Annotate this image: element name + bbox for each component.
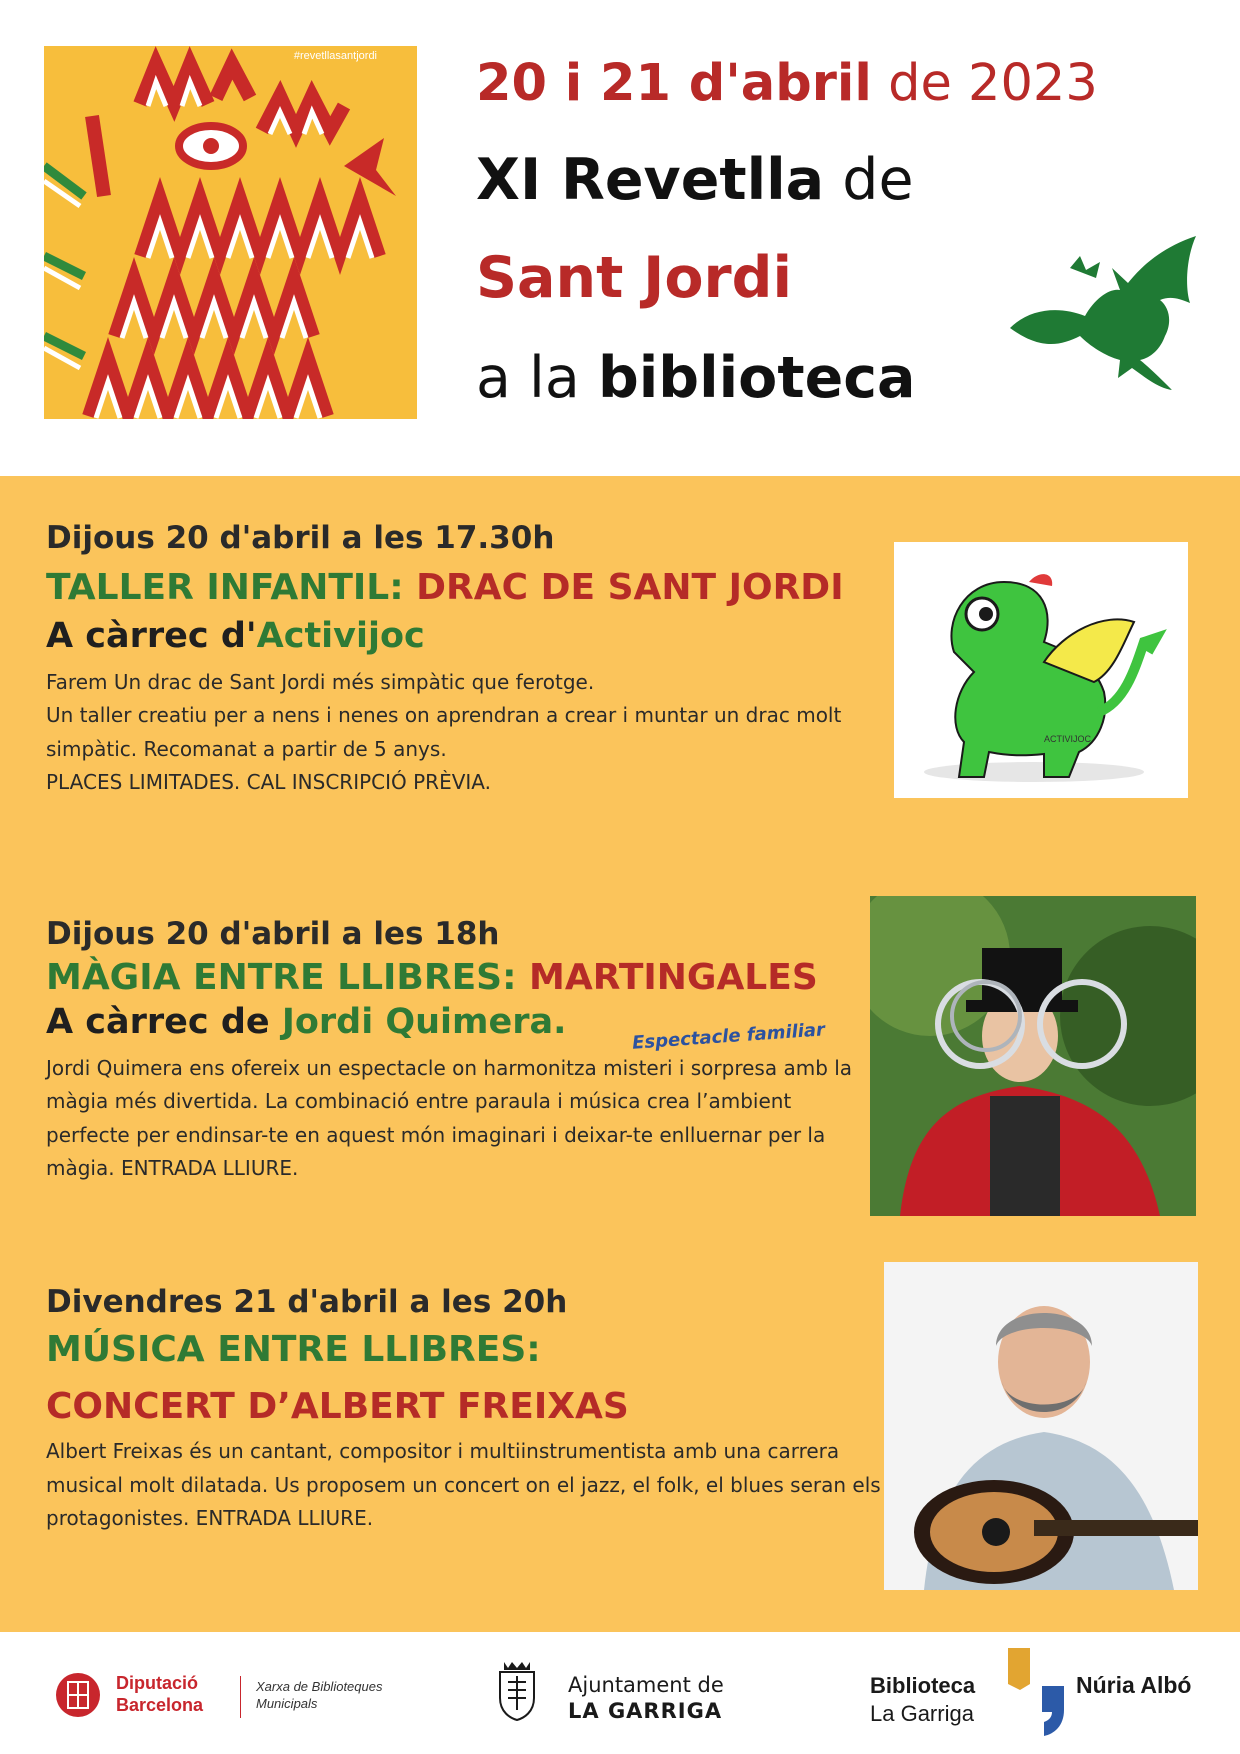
guitarist-icon xyxy=(884,1262,1198,1590)
diputacio-shield-icon xyxy=(56,1670,100,1720)
dragon-toy-photo xyxy=(894,542,1188,798)
ajuntament-logo-text xyxy=(568,1672,724,1724)
biblioteca-line1: Biblioteca xyxy=(870,1673,976,1698)
footer-divider xyxy=(240,1676,241,1718)
diputacio-logo-text xyxy=(116,1672,203,1716)
xarxa-line2: Municipals xyxy=(256,1696,318,1711)
event-host-name: Activijoc xyxy=(256,616,425,657)
event-date: Dijous 20 d'abril a les 18h xyxy=(46,916,500,952)
event-dates-heading xyxy=(476,54,1098,113)
location-light: a la xyxy=(476,345,598,411)
biblioteca-line2: La Garriga xyxy=(870,1701,974,1726)
family-show-tag: Espectacle familiar xyxy=(631,1019,826,1054)
event-description xyxy=(46,1435,886,1536)
saint-heading: Sant Jordi xyxy=(476,245,793,311)
event-host xyxy=(46,614,866,660)
event-host-prefix: A càrrec de xyxy=(46,1002,282,1043)
dragon-pattern-illustration xyxy=(44,46,417,419)
biblioteca-name: Núria Albó xyxy=(1076,1672,1192,1698)
event-date: Dijous 20 d'abril a les 17.30h xyxy=(46,520,555,556)
footer-logos xyxy=(0,1632,1240,1754)
hero-illustration xyxy=(44,46,417,419)
date-year: de 2023 xyxy=(871,54,1098,113)
event-title-name: MARTINGALES xyxy=(529,957,818,999)
edition-bold: XI Revetlla xyxy=(476,147,825,213)
location-bold: biblioteca xyxy=(597,345,916,411)
event-title-category: MÀGIA ENTRE LLIBRES: xyxy=(46,957,530,999)
event-title-name: CONCERT D’ALBERT FREIXAS xyxy=(46,1386,629,1428)
diputacio-line1: Diputació xyxy=(116,1673,199,1693)
event-description xyxy=(46,666,866,800)
ajuntament-line2: LA GARRIGA xyxy=(568,1699,723,1723)
event-host-name: Jordi Quimera. xyxy=(281,1002,567,1043)
events-panel xyxy=(0,476,1240,1632)
hashtag-label: #revetllasantjordi xyxy=(293,50,377,62)
event-title xyxy=(46,565,866,610)
event-title-name: DRAC DE SANT JORDI xyxy=(416,567,844,609)
event-description xyxy=(46,1052,866,1186)
xarxa-line1: Xarxa de Biblioteques xyxy=(256,1679,383,1694)
date-bold: 20 i 21 d'abril xyxy=(476,54,872,113)
green-dragon-silhouette-icon xyxy=(1000,228,1200,398)
edition-heading xyxy=(476,147,914,213)
magician-photo xyxy=(870,896,1196,1216)
event-description-line: Un taller creatiu per a nens i nenes on aprendran a crear i muntar un drac molt simpàtic. Recomanat a partir de 5 anys. xyxy=(46,703,842,761)
green-toy-dragon-icon xyxy=(894,542,1188,798)
guitarist-photo xyxy=(884,1262,1198,1590)
location-heading xyxy=(476,345,916,411)
xarxa-logo-text xyxy=(256,1678,382,1712)
biblioteca-bracket-logo-icon xyxy=(1002,1640,1072,1740)
event-description-line: Farem Un drac de Sant Jordi més simpàtic que ferotge. xyxy=(46,669,595,694)
event-date: Divendres 21 d'abril a les 20h xyxy=(46,1284,568,1320)
magician-with-rings-icon xyxy=(870,896,1196,1216)
event-description-line: Jordi Quimera ens ofereix un espectacle on harmonitza misteri i sorpresa amb la màgia més divertida. La combinació entre paraula i música crea l’ambient perfecte per endinsar-te en aquest món imaginari i deixar-te enlluernar per la màgia. ENTRADA LLIURE. xyxy=(46,1055,853,1181)
event-3 xyxy=(46,1284,886,1536)
edition-light: de xyxy=(824,147,914,213)
event-title-category: MÚSICA ENTRE LLIBRES: xyxy=(46,1329,541,1371)
event-description-line: PLACES LIMITADES. CAL INSCRIPCIÓ PRÈVIA. xyxy=(46,770,491,795)
event-description-line: Albert Freixas és un cantant, compositor i multiinstrumentista amb una carrera musical molt dilatada. Us proposem un concert on el jazz, el folk, el blues seran els protagonistes. ENTRADA LLIURE. xyxy=(46,1439,881,1531)
event-title xyxy=(46,955,866,1000)
event-2 xyxy=(46,916,866,1186)
biblioteca-logo-text xyxy=(870,1672,975,1728)
event-title-category: TALLER INFANTIL: xyxy=(46,567,417,609)
la-garriga-coat-of-arms-icon xyxy=(494,1658,540,1722)
ajuntament-line1: Ajuntament de xyxy=(568,1673,724,1697)
photo-caption: ACTIVIJOC xyxy=(1044,734,1092,744)
event-1 xyxy=(46,520,866,800)
event-host-prefix: A càrrec d' xyxy=(46,616,257,657)
diputacio-line2: Barcelona xyxy=(116,1695,204,1715)
